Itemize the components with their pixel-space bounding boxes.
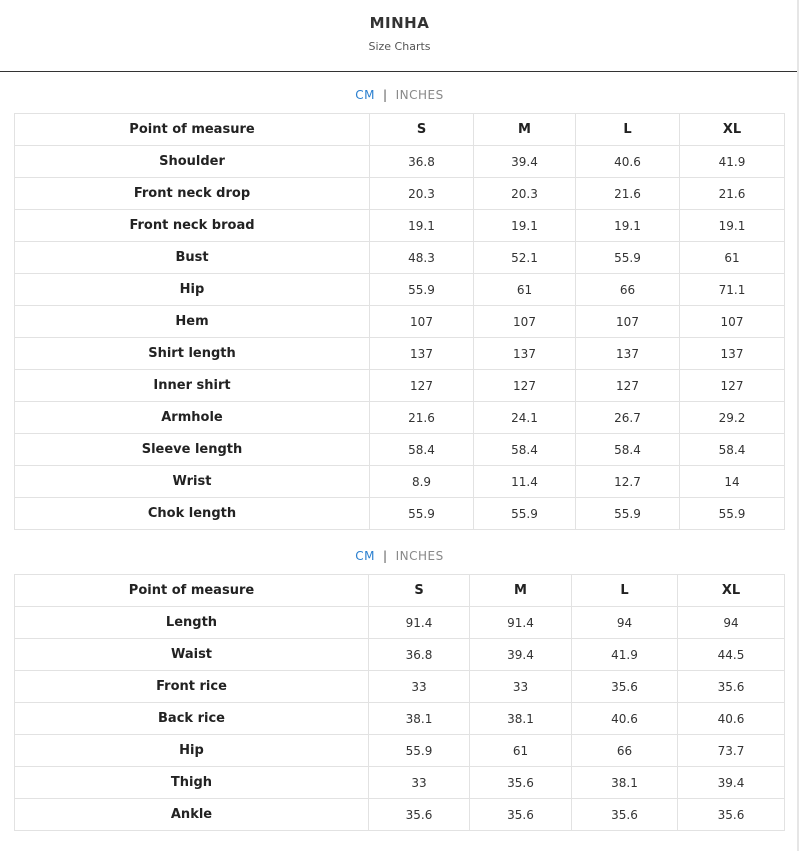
column-header-size: XL: [678, 575, 785, 607]
page-subtitle: Size Charts: [368, 40, 431, 53]
measure-name: Wrist: [15, 466, 370, 498]
measure-value: 55.9: [474, 498, 576, 530]
table-row: [15, 639, 785, 671]
table-row: [15, 306, 785, 338]
column-header-size: M: [474, 114, 576, 146]
measure-name: Ankle: [15, 799, 369, 831]
table-row: [15, 466, 785, 498]
measure-value: 39.4: [678, 767, 785, 799]
measure-value: 40.6: [678, 703, 785, 735]
column-header-size: S: [370, 114, 474, 146]
measure-name: Front neck broad: [15, 210, 370, 242]
measure-value: 73.7: [678, 735, 785, 767]
unit-toggle-bottom: [0, 549, 799, 563]
table-row: [15, 799, 785, 831]
measure-value: 35.6: [470, 767, 572, 799]
unit-separator: |: [383, 549, 388, 563]
measure-value: 107: [370, 306, 474, 338]
measure-value: 26.7: [576, 402, 680, 434]
measure-value: 8.9: [370, 466, 474, 498]
measure-value: 55.9: [576, 242, 680, 274]
size-table-bottom: [14, 574, 785, 831]
unit-toggle-top: [0, 88, 799, 102]
unit-separator: |: [383, 88, 388, 102]
measure-value: 41.9: [572, 639, 678, 671]
column-header-size: L: [572, 575, 678, 607]
table-row: [15, 402, 785, 434]
measure-value: 38.1: [572, 767, 678, 799]
measure-value: 137: [370, 338, 474, 370]
measure-value: 94: [678, 607, 785, 639]
measure-value: 11.4: [474, 466, 576, 498]
table-row: [15, 735, 785, 767]
column-header-size: S: [369, 575, 470, 607]
measure-value: 48.3: [370, 242, 474, 274]
measure-name: Hip: [15, 274, 370, 306]
unit-cm-button[interactable]: CM: [355, 549, 376, 563]
measure-name: Shirt length: [15, 338, 370, 370]
table-row: [15, 671, 785, 703]
measure-value: 35.6: [572, 799, 678, 831]
measure-value: 12.7: [576, 466, 680, 498]
measure-value: 39.4: [474, 146, 576, 178]
measure-value: 40.6: [576, 146, 680, 178]
unit-inches-button[interactable]: INCHES: [395, 88, 444, 102]
measure-value: 58.4: [576, 434, 680, 466]
measure-name: Sleeve length: [15, 434, 370, 466]
table-row: [15, 767, 785, 799]
table-row: [15, 210, 785, 242]
measure-value: 61: [680, 242, 785, 274]
table-row: [15, 242, 785, 274]
measure-value: 58.4: [370, 434, 474, 466]
measure-name: Thigh: [15, 767, 369, 799]
measure-value: 55.9: [369, 735, 470, 767]
measure-value: 33: [369, 671, 470, 703]
measure-value: 127: [474, 370, 576, 402]
measure-name: Front neck drop: [15, 178, 370, 210]
measure-value: 94: [572, 607, 678, 639]
measure-value: 21.6: [370, 402, 474, 434]
measure-value: 19.1: [576, 210, 680, 242]
measure-value: 55.9: [576, 498, 680, 530]
table-row: [15, 370, 785, 402]
measure-value: 66: [572, 735, 678, 767]
measure-value: 107: [474, 306, 576, 338]
window-edge: [797, 0, 799, 851]
measure-value: 66: [576, 274, 680, 306]
measure-value: 20.3: [474, 178, 576, 210]
table-row: [15, 703, 785, 735]
measure-value: 127: [576, 370, 680, 402]
table-row: [15, 146, 785, 178]
measure-value: 55.9: [370, 498, 474, 530]
measure-value: 127: [680, 370, 785, 402]
measure-value: 35.6: [572, 671, 678, 703]
measure-value: 35.6: [678, 671, 785, 703]
measure-value: 36.8: [369, 639, 470, 671]
measure-value: 58.4: [474, 434, 576, 466]
measure-name: Front rice: [15, 671, 369, 703]
measure-value: 19.1: [474, 210, 576, 242]
measure-value: 33: [369, 767, 470, 799]
measure-value: 36.8: [370, 146, 474, 178]
table-row: [15, 434, 785, 466]
table-row: [15, 498, 785, 530]
measure-value: 38.1: [470, 703, 572, 735]
measure-value: 19.1: [370, 210, 474, 242]
measure-value: 29.2: [680, 402, 785, 434]
unit-cm-button[interactable]: CM: [355, 88, 376, 102]
table-row: [15, 178, 785, 210]
measure-name: Back rice: [15, 703, 369, 735]
measure-name: Chok length: [15, 498, 370, 530]
measure-value: 58.4: [680, 434, 785, 466]
measure-value: 14: [680, 466, 785, 498]
measure-value: 21.6: [680, 178, 785, 210]
unit-inches-button[interactable]: INCHES: [395, 549, 444, 563]
measure-value: 35.6: [369, 799, 470, 831]
measure-value: 44.5: [678, 639, 785, 671]
measure-value: 21.6: [576, 178, 680, 210]
measure-value: 19.1: [680, 210, 785, 242]
page-header: [0, 0, 799, 72]
measure-value: 137: [474, 338, 576, 370]
measure-name: Bust: [15, 242, 370, 274]
table-header-row: [15, 575, 785, 607]
measure-value: 137: [680, 338, 785, 370]
measure-value: 35.6: [470, 799, 572, 831]
measure-value: 107: [680, 306, 785, 338]
measure-value: 41.9: [680, 146, 785, 178]
table-header-row: [15, 114, 785, 146]
measure-value: 38.1: [369, 703, 470, 735]
measure-name: Shoulder: [15, 146, 370, 178]
measure-name: Hip: [15, 735, 369, 767]
column-header-size: XL: [680, 114, 785, 146]
measure-value: 91.4: [369, 607, 470, 639]
table-row: [15, 338, 785, 370]
measure-value: 20.3: [370, 178, 474, 210]
measure-value: 71.1: [680, 274, 785, 306]
column-header-size: L: [576, 114, 680, 146]
column-header-size: M: [470, 575, 572, 607]
measure-name: Length: [15, 607, 369, 639]
measure-value: 33: [470, 671, 572, 703]
measure-value: 55.9: [370, 274, 474, 306]
column-header-point-of-measure: Point of measure: [15, 575, 369, 607]
measure-value: 24.1: [474, 402, 576, 434]
column-header-point-of-measure: Point of measure: [15, 114, 370, 146]
measure-value: 107: [576, 306, 680, 338]
measure-value: 137: [576, 338, 680, 370]
measure-value: 61: [470, 735, 572, 767]
measure-value: 91.4: [470, 607, 572, 639]
measure-name: Hem: [15, 306, 370, 338]
measure-name: Armhole: [15, 402, 370, 434]
measure-name: Inner shirt: [15, 370, 370, 402]
measure-value: 61: [474, 274, 576, 306]
measure-value: 127: [370, 370, 474, 402]
brand-title: MINHA: [369, 14, 430, 32]
measure-value: 55.9: [680, 498, 785, 530]
measure-value: 52.1: [474, 242, 576, 274]
measure-value: 40.6: [572, 703, 678, 735]
table-row: [15, 274, 785, 306]
table-row: [15, 607, 785, 639]
measure-value: 39.4: [470, 639, 572, 671]
size-table-top: [14, 113, 785, 530]
measure-name: Waist: [15, 639, 369, 671]
measure-value: 35.6: [678, 799, 785, 831]
